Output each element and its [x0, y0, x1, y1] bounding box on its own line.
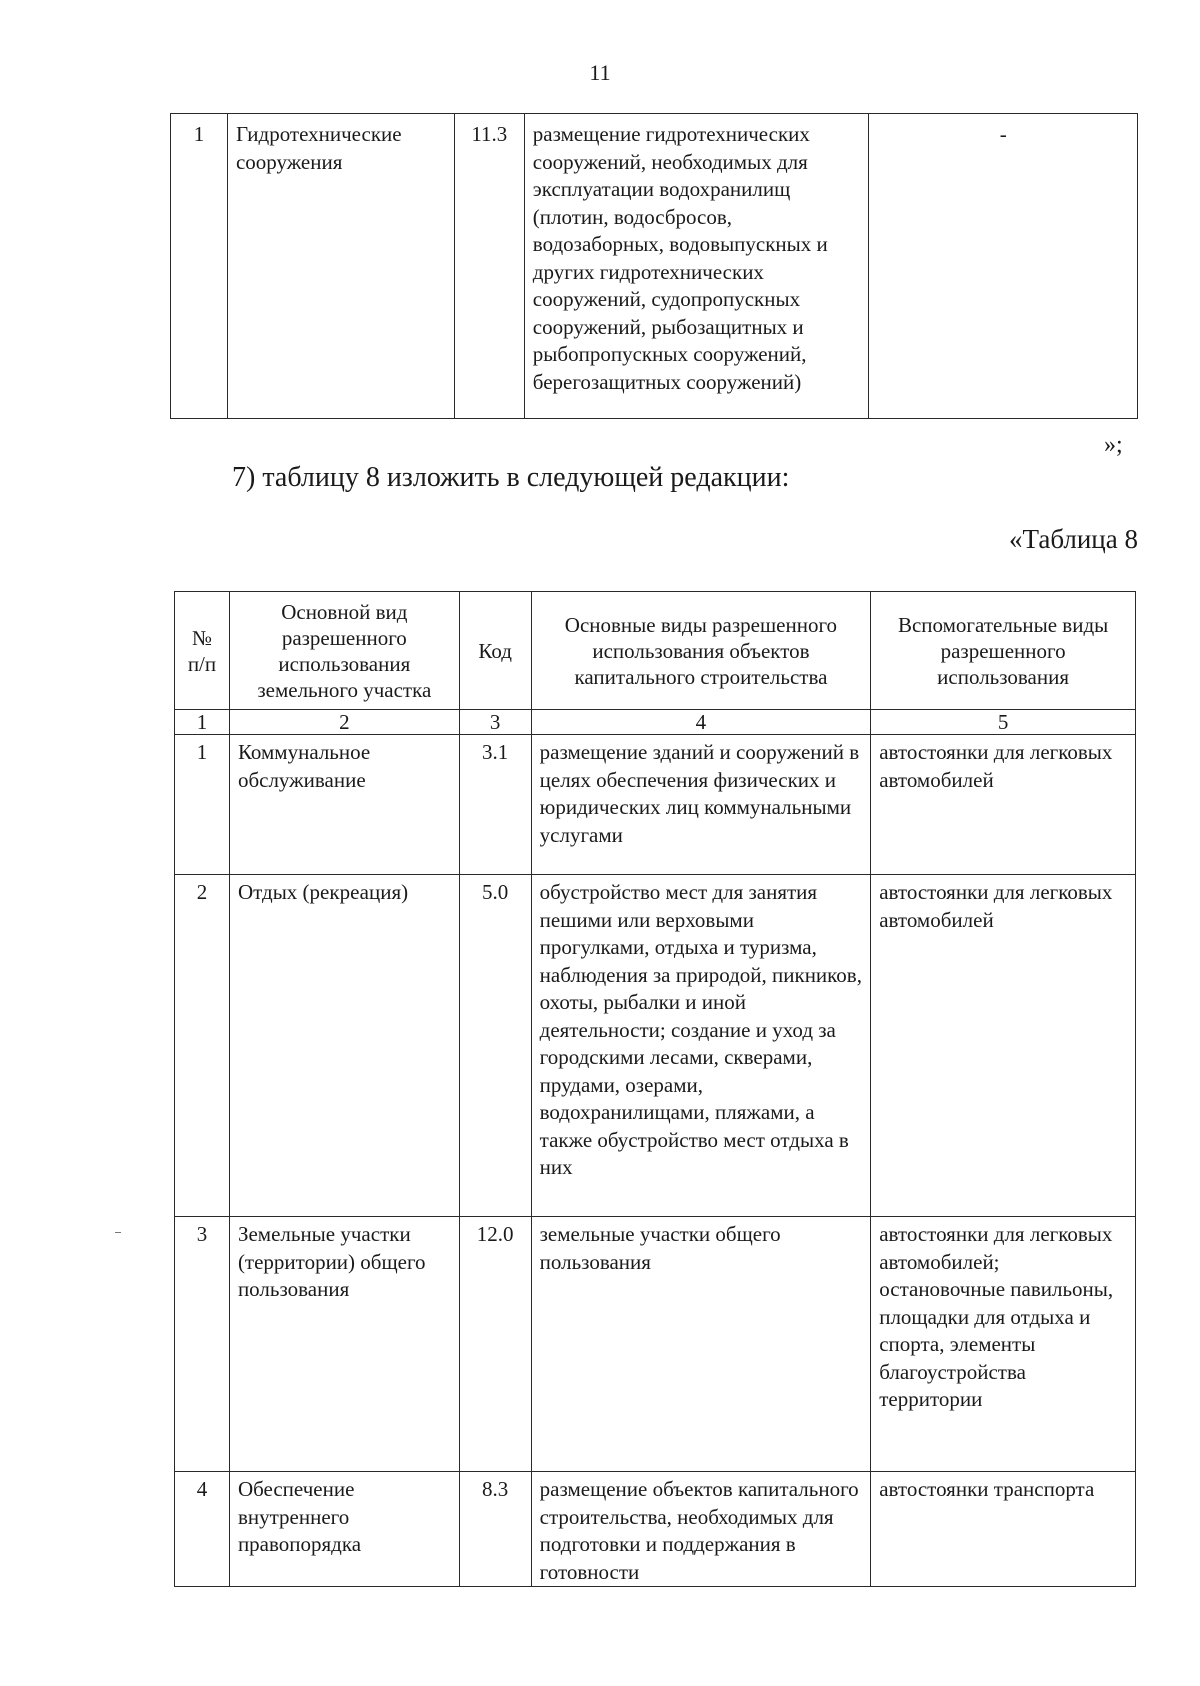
auxiliary-use: автостоянки для легковых автомобилей — [871, 735, 1136, 875]
header-num: № п/п — [175, 592, 230, 710]
scan-artifact — [115, 1232, 121, 1233]
land-use-name: Земельные участки (территории) общего пользования — [229, 1217, 459, 1472]
main-use-description: земельные участки общего пользования — [531, 1217, 871, 1472]
amendment-instruction: 7) таблицу 8 изложить в следующей редакции: — [232, 462, 790, 493]
land-use-name: Отдых (рекреация) — [229, 875, 459, 1217]
auxiliary-use: автостоянки транспорта — [871, 1472, 1136, 1587]
land-use-code: 3.1 — [459, 735, 531, 875]
land-use-code: 8.3 — [459, 1472, 531, 1587]
land-use-code: 12.0 — [459, 1217, 531, 1472]
land-use-name: Гидротехнические сооружения — [227, 114, 454, 419]
land-use-name: Коммунальное обслуживание — [229, 735, 459, 875]
table-row — [175, 735, 1136, 875]
column-number: 3 — [459, 710, 531, 735]
main-use-description: размещение гидротехнических сооружений, необходимых для эксплуатации водохранилищ (плотин, водосбросов, водозаборных, водовыпускных и других гидротехнических сооружений, судопропускных сооружений, рыбозащитных и рыбопропускных сооружений, берегозащитных сооружений) — [524, 114, 869, 419]
row-number: 3 — [175, 1217, 230, 1472]
column-number: 2 — [229, 710, 459, 735]
table-row — [175, 1472, 1136, 1587]
header-description: Основные виды разрешенного использования объектов капитального строительства — [531, 592, 871, 710]
row-number: 4 — [175, 1472, 230, 1587]
main-use-description: обустройство мест для занятия пешими или верховыми прогулками, отдыха и туризма, наблюдения за природой, пикников, охоты, рыбалки и иной деятельности; создание и уход за городскими лесами, скверами, прудами, озерами, водохранилищами, пляжами, а также обустройство мест отдыха в них — [531, 875, 871, 1217]
page-number: 11 — [589, 60, 611, 85]
land-use-name: Обеспечение внутреннего правопорядка — [229, 1472, 459, 1587]
previous-table-fragment — [170, 113, 1138, 419]
auxiliary-use: - — [869, 114, 1138, 419]
column-number: 1 — [175, 710, 230, 735]
column-number: 5 — [871, 710, 1136, 735]
row-number: 1 — [175, 735, 230, 875]
table-row — [171, 114, 1138, 419]
table-caption: «Таблица 8 — [1009, 524, 1138, 554]
header-auxiliary: Вспомогательные виды разрешенного использования — [871, 592, 1136, 710]
row-number: 1 — [171, 114, 228, 419]
auxiliary-use: автостоянки для легковых автомобилей — [871, 875, 1136, 1217]
land-use-code: 11.3 — [454, 114, 524, 419]
table-8 — [174, 591, 1136, 1587]
main-use-description: размещение зданий и сооружений в целях обеспечения физических и юридических лиц коммунальными услугами — [531, 735, 871, 875]
header-code: Код — [459, 592, 531, 710]
header-name: Основной вид разрешенного использования земельного участка — [229, 592, 459, 710]
land-use-code: 5.0 — [459, 875, 531, 1217]
table-row — [175, 1217, 1136, 1472]
auxiliary-use: автостоянки для легковых автомобилей; остановочные павильоны, площадки для отдыха и спорта, элементы благоустройства территории — [871, 1217, 1136, 1472]
closing-quote: »; — [1104, 432, 1123, 458]
row-number: 2 — [175, 875, 230, 1217]
table-row — [175, 875, 1136, 1217]
header-row — [175, 592, 1136, 710]
column-number: 4 — [531, 710, 871, 735]
column-number-row — [175, 710, 1136, 735]
main-use-description: размещение объектов капитального строительства, необходимых для подготовки и поддержания в готовности — [531, 1472, 871, 1587]
